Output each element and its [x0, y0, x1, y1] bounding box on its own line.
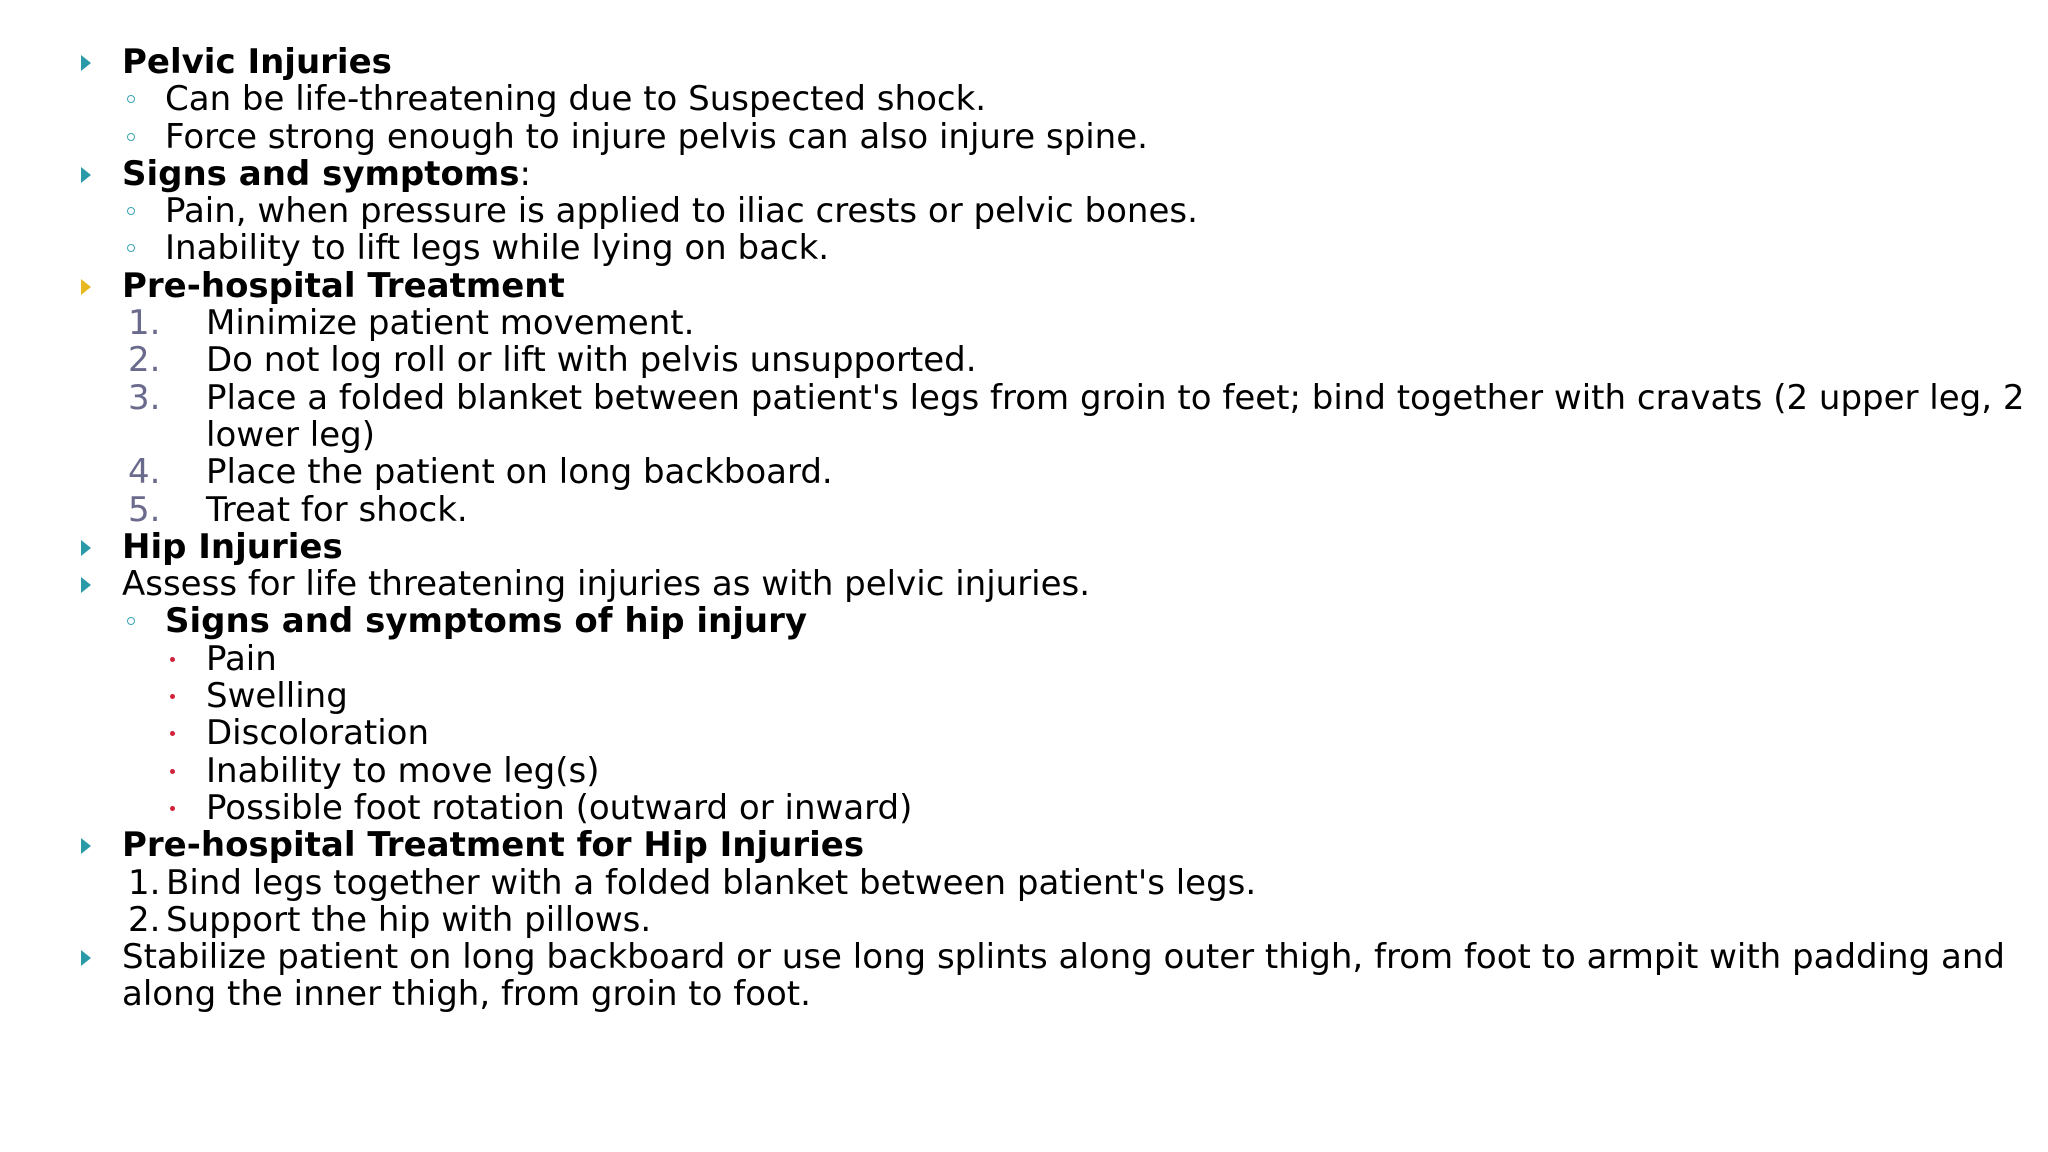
- triangle-bullet-icon: [78, 156, 98, 193]
- sub-bullet-text: Can be life-threatening due to Suspected shock.: [165, 79, 987, 120]
- sub-bullet: [0, 230, 2048, 267]
- bullet-stabilize: [0, 939, 2048, 976]
- sub-bullet-text: Pain, when pressure is applied to iliac crests or pelvic bones.: [165, 191, 1198, 232]
- dot-bullet: [0, 638, 2048, 679]
- step-number: 4.: [128, 452, 161, 493]
- dot-bullet: [0, 715, 2048, 752]
- assess-text: Assess for life threatening injuries as with pelvic injuries.: [122, 564, 1091, 605]
- sub-bullet: [0, 81, 2048, 118]
- dot-bullet: [0, 787, 2048, 828]
- numbered-step: [0, 342, 2048, 379]
- heading-hip-injuries: Hip Injuries: [122, 526, 343, 567]
- step-number: 2.: [128, 899, 161, 940]
- dot-bullet-icon: [168, 641, 180, 678]
- numbered-step: [0, 899, 2048, 940]
- step-text: Support the hip with pillows.: [166, 899, 652, 940]
- step-number: 2.: [128, 340, 161, 381]
- circle-bullet-icon: [126, 603, 142, 640]
- circle-bullet-icon: [126, 81, 142, 118]
- heading-prehospital-treatment: Pre-hospital Treatment: [122, 265, 565, 306]
- bullet-hip-injuries: [0, 526, 2048, 567]
- stabilize-text: Stabilize patient on long backboard or use long splints along outer thigh, from foot to armpit with padding and: [122, 937, 2005, 978]
- dot-bullet-icon: [168, 715, 180, 752]
- sign-text: Discoloration: [206, 713, 430, 754]
- heading-signs-symptoms: Signs and symptoms: [122, 153, 520, 194]
- heading-hip-signs: Signs and symptoms of hip injury: [165, 601, 808, 642]
- sub-bullet: [0, 116, 2048, 157]
- step-number: 3.: [128, 377, 161, 418]
- numbered-step: [0, 862, 2048, 903]
- sign-text: Inability to move leg(s): [206, 750, 600, 791]
- dot-bullet-icon: [168, 678, 180, 715]
- triangle-bullet-icon: [78, 44, 98, 81]
- step-text: Bind legs together with a folded blanket between patient's legs.: [166, 862, 1257, 903]
- triangle-bullet-icon: [78, 827, 98, 864]
- triangle-bullet-icon: [78, 529, 98, 566]
- sub-bullet-text: Inability to lift legs while lying on back.: [165, 228, 830, 269]
- sign-text: Possible foot rotation (outward or inward): [206, 787, 913, 828]
- sub-bullet-text: Force strong enough to injure pelvis can also injure spine.: [165, 116, 1148, 157]
- bullet-prehospital-treatment: [0, 265, 2048, 306]
- numbered-step: [0, 377, 2048, 418]
- circle-bullet-icon: [126, 119, 142, 156]
- heading-hip-treatment: Pre-hospital Treatment for Hip Injuries: [122, 825, 865, 866]
- heading-signs-symptoms-wrap: [122, 153, 531, 194]
- sub-bullet: [0, 193, 2048, 230]
- heading-pelvic-injuries: Pelvic Injuries: [122, 42, 392, 82]
- dot-bullet-icon: [168, 753, 180, 790]
- circle-bullet-icon: [126, 230, 142, 267]
- step-text: Treat for shock.: [206, 489, 468, 530]
- step-number: 1.: [128, 862, 161, 903]
- step-text: Do not log roll or lift with pelvis unsupported.: [206, 340, 977, 381]
- step-text: Place a folded blanket between patient's legs from groin to feet; bind together with cravats (2 upper leg, 2: [206, 377, 2025, 418]
- step-number: 1.: [128, 303, 161, 344]
- slide-content: [0, 44, 2048, 1014]
- stabilize-text-continuation: along the inner thigh, from groin to foot.: [122, 974, 811, 1015]
- bullet-assess: [0, 566, 2048, 603]
- dot-bullet-icon: [168, 790, 180, 827]
- sign-text: Pain: [206, 638, 277, 679]
- numbered-step: [0, 454, 2048, 491]
- step-text: Minimize patient movement.: [206, 303, 695, 344]
- triangle-bullet-icon: [78, 268, 98, 305]
- numbered-step: [0, 305, 2048, 342]
- dot-bullet: [0, 750, 2048, 791]
- sub-bullet: [0, 603, 2048, 640]
- numbered-step: [0, 489, 2048, 530]
- circle-bullet-icon: [126, 193, 142, 230]
- sign-text: Swelling: [206, 676, 348, 717]
- triangle-bullet-icon: [78, 566, 98, 603]
- bullet-stabilize-continuation: [0, 976, 2048, 1013]
- heading-colon: :: [519, 153, 531, 194]
- step-text-continuation: lower leg): [206, 414, 375, 455]
- bullet-hip-treatment: [0, 827, 2048, 864]
- step-text: Place the patient on long backboard.: [206, 452, 833, 493]
- triangle-bullet-icon: [78, 939, 98, 976]
- step-number: 5.: [128, 489, 161, 530]
- bullet-signs-symptoms: [0, 153, 2048, 194]
- numbered-step-continuation: [0, 414, 2048, 455]
- bullet-pelvic-injuries: [0, 44, 2048, 81]
- dot-bullet: [0, 678, 2048, 715]
